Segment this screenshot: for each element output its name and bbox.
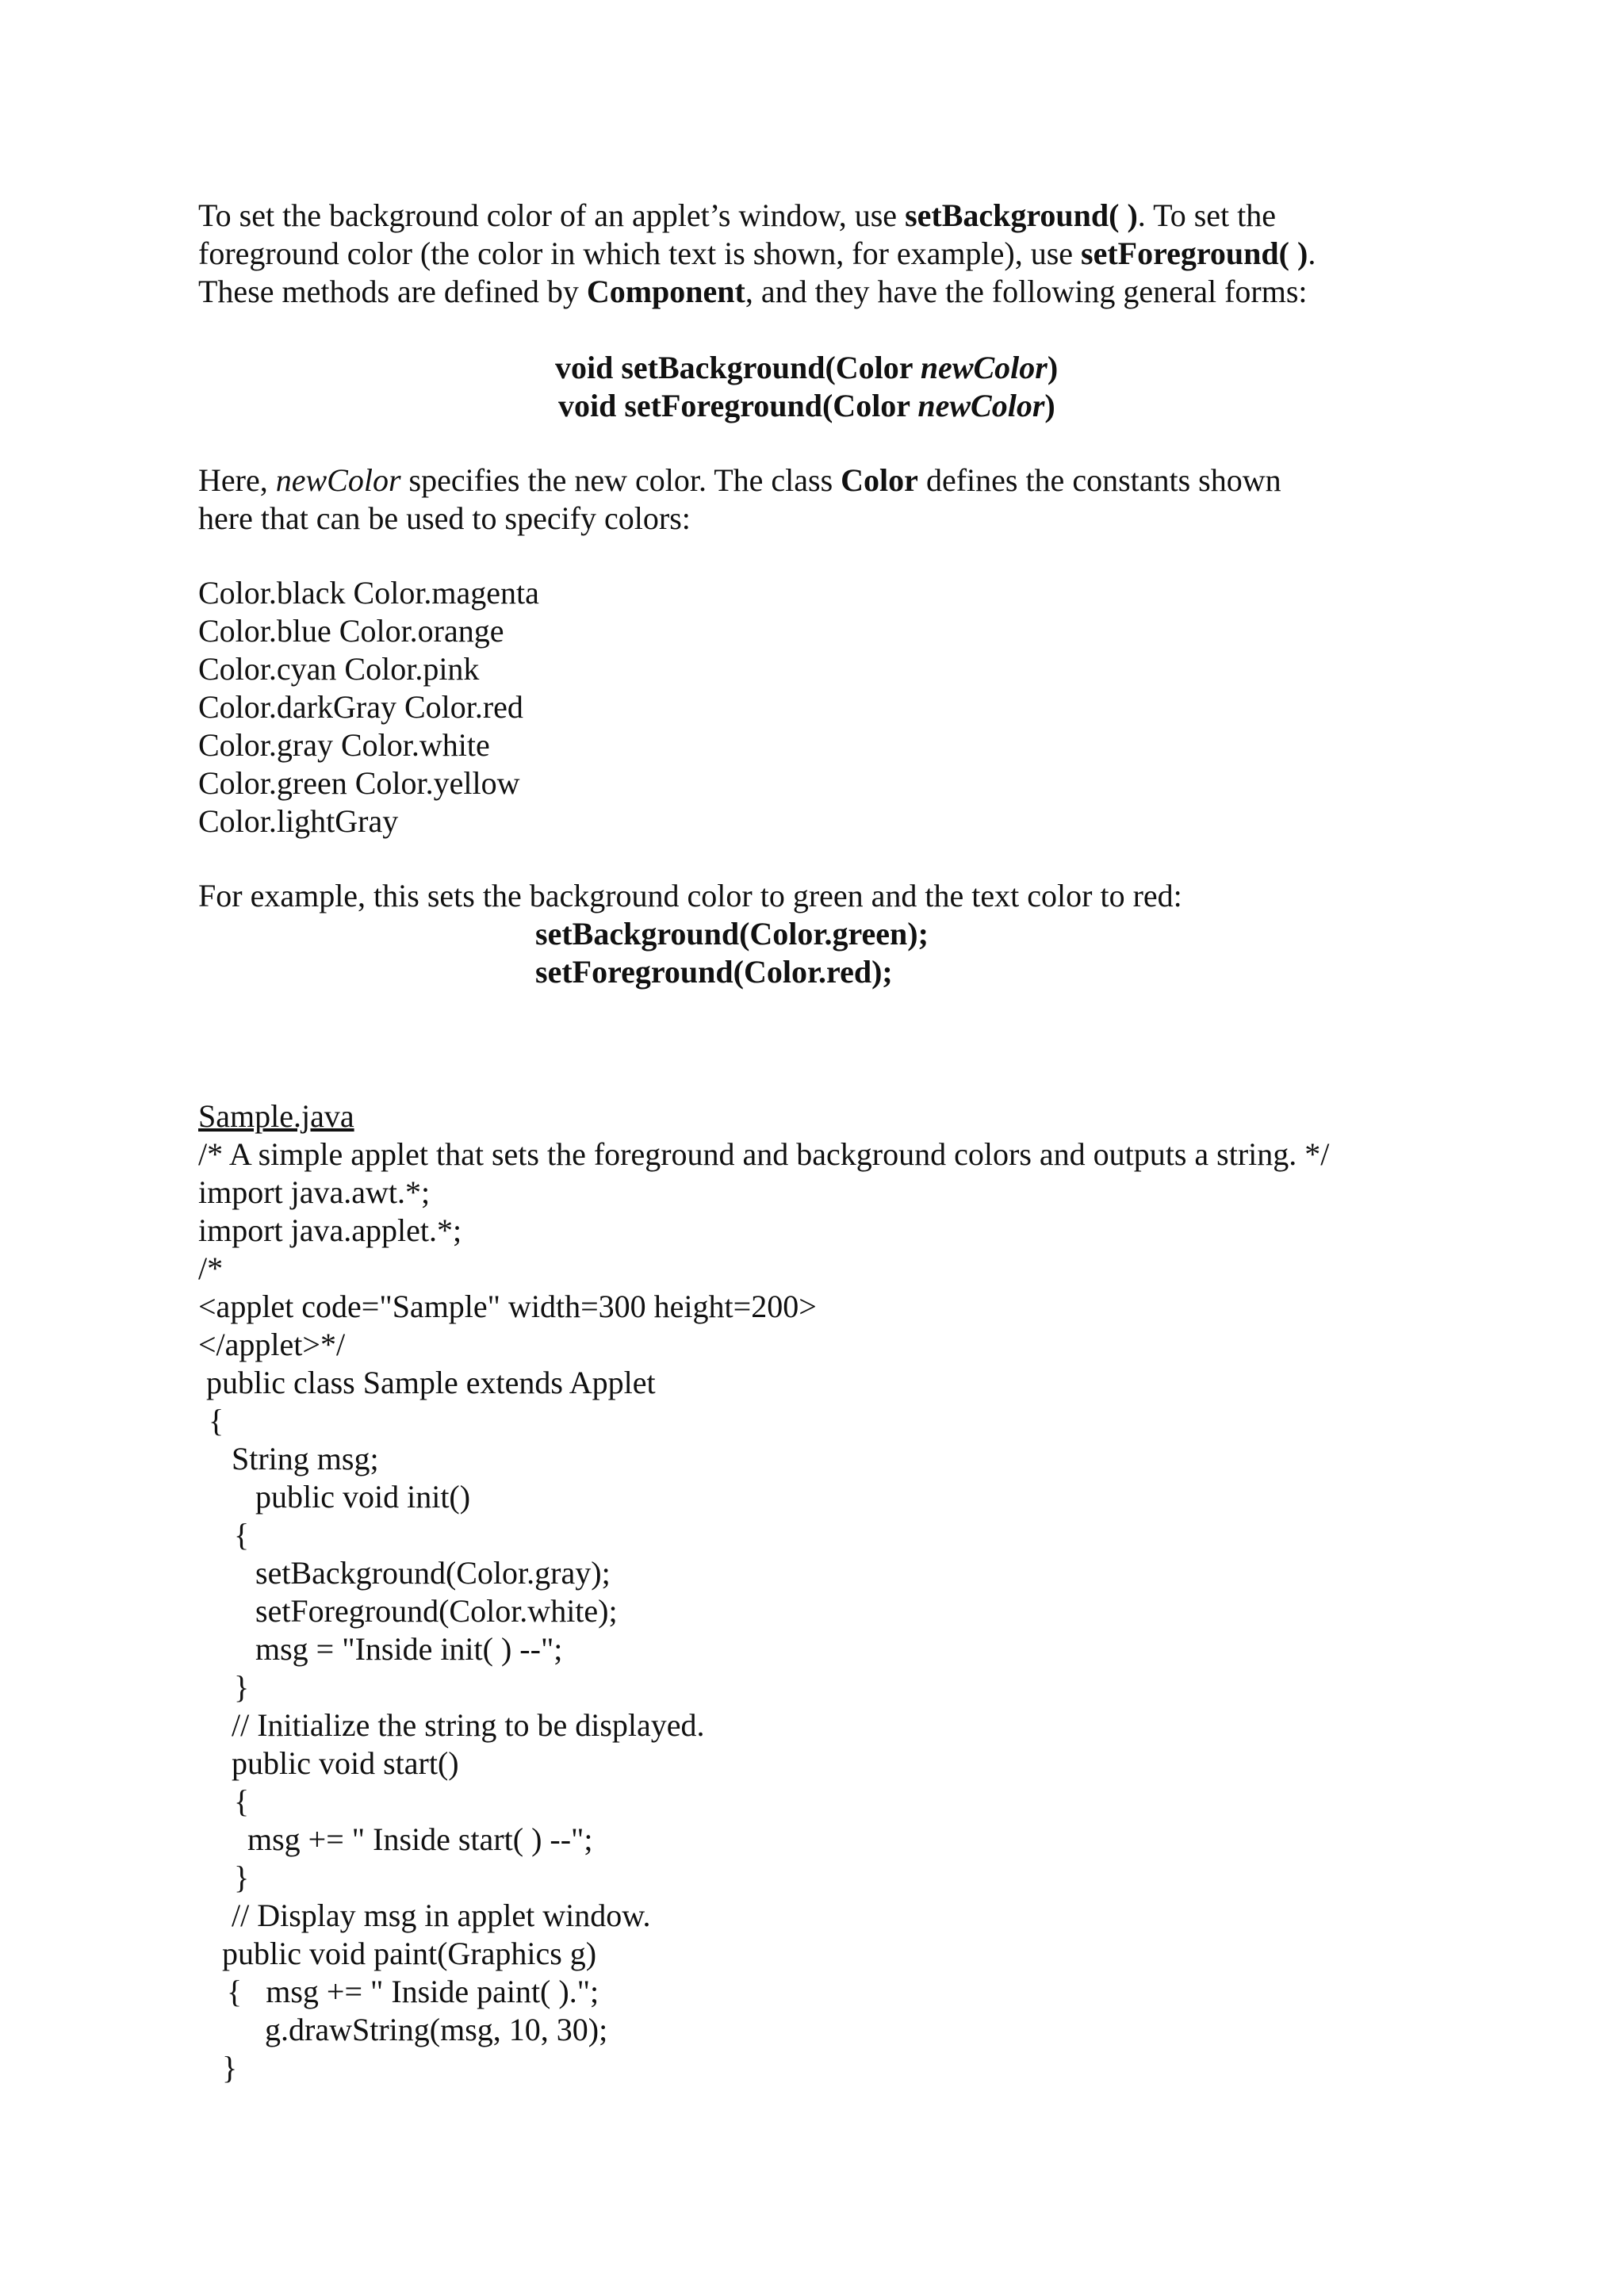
color-constant-row: Color.cyan Color.pink [198, 651, 480, 687]
color-class: Color [841, 462, 918, 498]
color-constant-row: Color.green Color.yellow [198, 765, 520, 801]
form-setbackground [555, 349, 1058, 387]
intro-line-1-text-a: To set the background color of an applet’s window, use [198, 197, 906, 233]
code-line: String msg; [232, 1441, 379, 1476]
code-line: } [234, 1669, 250, 1705]
here-line-2: here that can be used to specify colors: [198, 500, 691, 536]
code-line: setBackground(Color.gray); [255, 1555, 611, 1591]
intro-line-2-text-b: . [1308, 236, 1316, 271]
code-line: public void paint(Graphics g) [222, 1936, 597, 1971]
intro-line-3 [198, 273, 1308, 311]
here-line-1-text-c: defines the constants shown [917, 462, 1281, 498]
code-line: import java.awt.*; [198, 1174, 431, 1210]
intro-line-3-text-b: , and they have the following general forms: [745, 274, 1308, 309]
code-line: { [234, 1783, 250, 1819]
code-line: public void init() [255, 1479, 471, 1515]
setbackground-method: setBackground( ) [905, 197, 1138, 233]
code-line: g.drawString(msg, 10, 30); [265, 2012, 608, 2047]
intro-line-1 [198, 197, 1276, 235]
form-setbackground-param: newColor [920, 350, 1048, 385]
code-line: public void start() [232, 1745, 459, 1781]
code-line: public class Sample extends Applet [206, 1365, 656, 1400]
intro-line-3-text-a: These methods are defined by [198, 274, 587, 309]
form-setbackground-post: ) [1047, 350, 1059, 385]
form-setforeground [558, 387, 1055, 425]
code-line: msg += " Inside start( ) --"; [247, 1821, 593, 1857]
setforeground-method: setForeground( ) [1081, 236, 1308, 271]
color-constant-row: Color.black Color.magenta [198, 575, 539, 611]
code-line: </applet>*/ [198, 1327, 346, 1362]
code-line: } [222, 2050, 238, 2085]
form-setbackground-pre: void setBackground(Color [555, 350, 921, 385]
intro-line-2 [198, 235, 1316, 273]
code-line: // Initialize the string to be displayed. [232, 1707, 705, 1743]
color-constant-row: Color.darkGray Color.red [198, 689, 523, 725]
code-line: } [234, 1859, 250, 1895]
code-line: /* A simple applet that sets the foreground and background colors and outputs a string. */ [198, 1136, 1330, 1172]
code-line: setForeground(Color.white); [255, 1593, 618, 1629]
here-line-1 [198, 461, 1281, 500]
color-constant-row: Color.gray Color.white [198, 727, 490, 763]
form-setforeground-post: ) [1044, 388, 1055, 423]
here-line-1-text-b: specifies the new color. The class [400, 462, 841, 498]
listing-filename: Sample.java [198, 1098, 354, 1134]
component-class: Component [586, 274, 745, 309]
here-line-1-text-a: Here, [198, 462, 276, 498]
color-constant-row: Color.lightGray [198, 803, 399, 839]
code-line: { msg += " Inside paint( )."; [227, 1974, 599, 2009]
code-line: // Display msg in applet window. [232, 1898, 651, 1933]
code-line: import java.applet.*; [198, 1212, 462, 1248]
code-line: <applet code="Sample" width=300 height=200> [198, 1289, 817, 1324]
color-constant-row: Color.blue Color.orange [198, 613, 504, 649]
intro-line-2-text-a: foreground color (the color in which text is shown, for example), use [198, 236, 1082, 271]
form-setforeground-pre: void setForeground(Color [558, 388, 918, 423]
intro-line-1-text-b: . To set the [1137, 197, 1277, 233]
form-setforeground-param: newColor [917, 388, 1045, 423]
example-code-setforeground: setForeground(Color.red); [535, 954, 893, 990]
code-line: { [209, 1403, 224, 1438]
example-text: For example, this sets the background color to green and the text color to red: [198, 878, 1182, 913]
code-line: /* [198, 1250, 224, 1286]
here-newcolor-param: newColor [275, 462, 401, 498]
example-code-setbackground: setBackground(Color.green); [535, 916, 929, 952]
code-line: msg = "Inside init( ) --"; [255, 1631, 563, 1667]
code-line: { [234, 1517, 250, 1553]
